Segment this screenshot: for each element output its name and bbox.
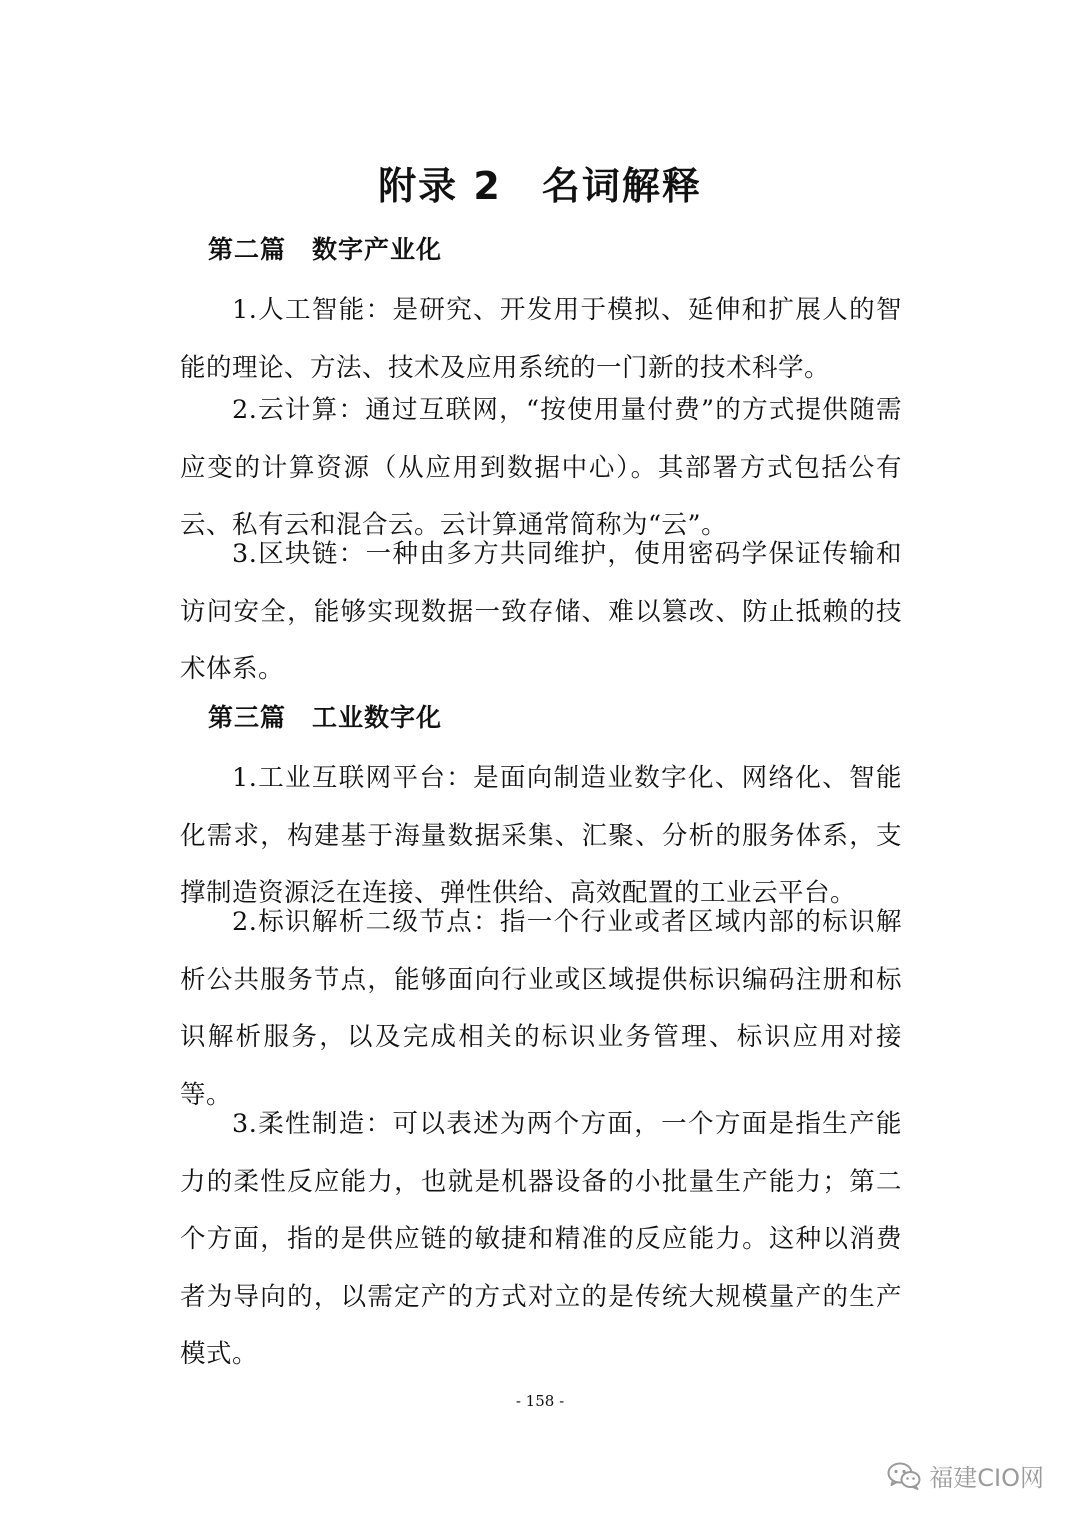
watermark xyxy=(887,1458,1044,1493)
term-industrial-internet-platform: 1.工业互联网平台：是面向制造业数字化、网络化、智能化需求，构建基于海量数据采集、汇聚、分析的服务体系，支撑制造资源泛在连接、弹性供给、高效配置的工业云平台。 xyxy=(180,763,902,908)
term-identifier-resolution-node: 2.标识解析二级节点：指一个行业或者区域内部的标识解析公共服务节点，能够面向行业或区域提供标识编码注册和标识解析服务，以及完成相关的标识业务管理、标识应用对接等。 xyxy=(180,907,902,1110)
term-artificial-intelligence: 1.人工智能：是研究、开发用于模拟、延伸和扩展人的智能的理论、方法、技术及应用系统的一门新的技术科学。 xyxy=(180,295,902,383)
section-heading-part-2 xyxy=(208,230,442,266)
section-heading-part-3 xyxy=(208,698,442,734)
term-blockchain: 3.区块链：一种由多方共同维护，使用密码学保证传输和访问安全，能够实现数据一致存储、难以篡改、防止抵赖的技术体系。 xyxy=(180,539,902,684)
section-name: 工业数字化 xyxy=(312,703,443,732)
wechat-icon xyxy=(887,1462,921,1490)
section-part-label: 第三篇 xyxy=(208,703,287,732)
term-flexible-manufacturing: 3.柔性制造：可以表述为两个方面，一个方面是指生产能力的柔性反应能力，也就是机器设备的小批量生产能力；第二个方面，指的是供应链的敏捷和精准的反应能力。这种以消费者为导向的，以需定产的方式对立的是传统大规模量产的生产模式。 xyxy=(180,1109,902,1369)
page-title: 附录 2 名词解释 xyxy=(378,164,702,208)
page-number: - 158 - xyxy=(515,1392,565,1410)
term-cloud-computing: 2.云计算：通过互联网，“按使用量付费”的方式提供随需应变的计算资源（从应用到数据中心）。其部署方式包括公有云、私有云和混合云。云计算通常简称为“云”。 xyxy=(180,395,902,540)
section-name: 数字产业化 xyxy=(312,235,443,264)
section-part-label: 第二篇 xyxy=(208,235,287,264)
watermark-text: 福建CIO网 xyxy=(929,1464,1044,1492)
